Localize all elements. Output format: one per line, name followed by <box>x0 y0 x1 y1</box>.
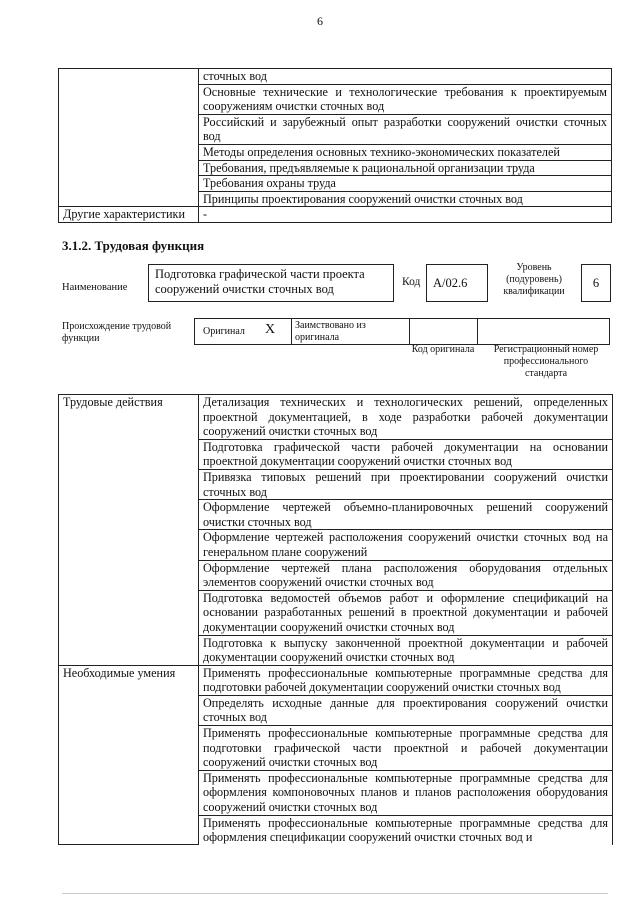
skill-row: Применять профессиональные компьютерные программные средства для подготовки рабочей документации сооружений очистки сточных вод <box>199 665 613 695</box>
borrowed-label: Заимствовано из оригинала <box>295 320 366 343</box>
level-value-box: 6 <box>581 264 611 302</box>
code-original-caption: Код оригинала <box>411 344 475 355</box>
required-skills-label: Необходимые умения <box>59 665 199 845</box>
skill-row: Определять исходные данные для проектирования сооружений очистки сточных вод <box>199 695 613 725</box>
name-label: Наименование <box>62 282 128 293</box>
labor-action-row: Подготовка к выпуску законченной проектной документации и рабочей документации сооружений очистки сточных вод <box>199 635 613 665</box>
original-label: Оригинал <box>203 326 245 337</box>
labor-actions-label: Трудовые действия <box>59 395 199 666</box>
labor-action-row: Привязка типовых решений при проектировании сооружений очистки сточных вод <box>199 469 613 499</box>
knowledge-row: Российский и зарубежный опыт разработки сооружений очистки сточных вод <box>199 114 612 144</box>
function-name-box: Подготовка графической части проекта сооружений очистки сточных вод <box>148 264 394 302</box>
code-label: Код <box>402 276 421 288</box>
labor-action-row: Оформление чертежей плана расположения оборудования отдельных элементов сооружений очистки сточных вод <box>199 560 613 590</box>
knowledge-row: Принципы проектирования сооружений очистки сточных вод <box>199 191 612 207</box>
labor-action-row: Подготовка графической части рабочей документации на основании проектной документации сооружений очистки сточных вод <box>199 439 613 469</box>
knowledge-row: Требования охраны труда <box>199 176 612 192</box>
skill-row: Применять профессиональные компьютерные программные средства для оформления компоновочных планов и планов расположения оборудования сооружений очистки сточных вод <box>199 770 613 815</box>
registration-number-caption: Регистрационный номер профессионального стандарта <box>493 344 599 379</box>
page-number: 6 <box>317 14 323 28</box>
labor-function-table <box>58 394 613 845</box>
origin-box <box>194 318 610 345</box>
knowledge-table-continuation <box>58 68 612 223</box>
knowledge-row: Методы определения основных технико-экономических показателей <box>199 144 612 160</box>
function-code-box: A/02.6 <box>426 264 488 302</box>
labor-action-row: Подготовка ведомостей объемов работ и оформление спецификаций на основании разработанных решений в проектной документации и рабочей документации сооружений очистки сточных вод <box>199 590 613 635</box>
origin-label: Происхождение трудовой функции <box>62 321 172 344</box>
page-edge-line <box>62 893 608 894</box>
labor-action-row: Оформление чертежей расположения сооружений очистки сточных вод на генеральном плане сооружений <box>199 530 613 560</box>
other-characteristics-label: Другие характеристики <box>59 207 199 223</box>
knowledge-row: Основные технические и технологические требования к проектируемым сооружениям очистки сточных вод <box>199 84 612 114</box>
skill-row: Применять профессиональные компьютерные программные средства для оформления спецификации сооружений очистки сточных вод и <box>199 815 613 845</box>
other-characteristics-value: - <box>199 207 612 223</box>
skill-row: Применять профессиональные компьютерные программные средства для подготовки графической части проектной и рабочей документации сооружений очистки сточных вод <box>199 726 613 771</box>
section-title: 3.1.2. Трудовая функция <box>62 238 205 253</box>
labor-action-row: Оформление чертежей объемно-планировочных решений сооружений очистки сточных вод <box>199 500 613 530</box>
level-label: Уровень (подуровень) квалификации <box>503 262 565 297</box>
labor-action-row: Детализация технических и технологических решений, определенных проектной документацией, в ходе разработки рабочей документации сооружений очистки сточных вод <box>199 395 613 440</box>
knowledge-row: сточных вод <box>199 69 612 85</box>
original-mark: X <box>265 322 276 337</box>
knowledge-row: Требования, предъявляемые к рациональной организации труда <box>199 160 612 176</box>
